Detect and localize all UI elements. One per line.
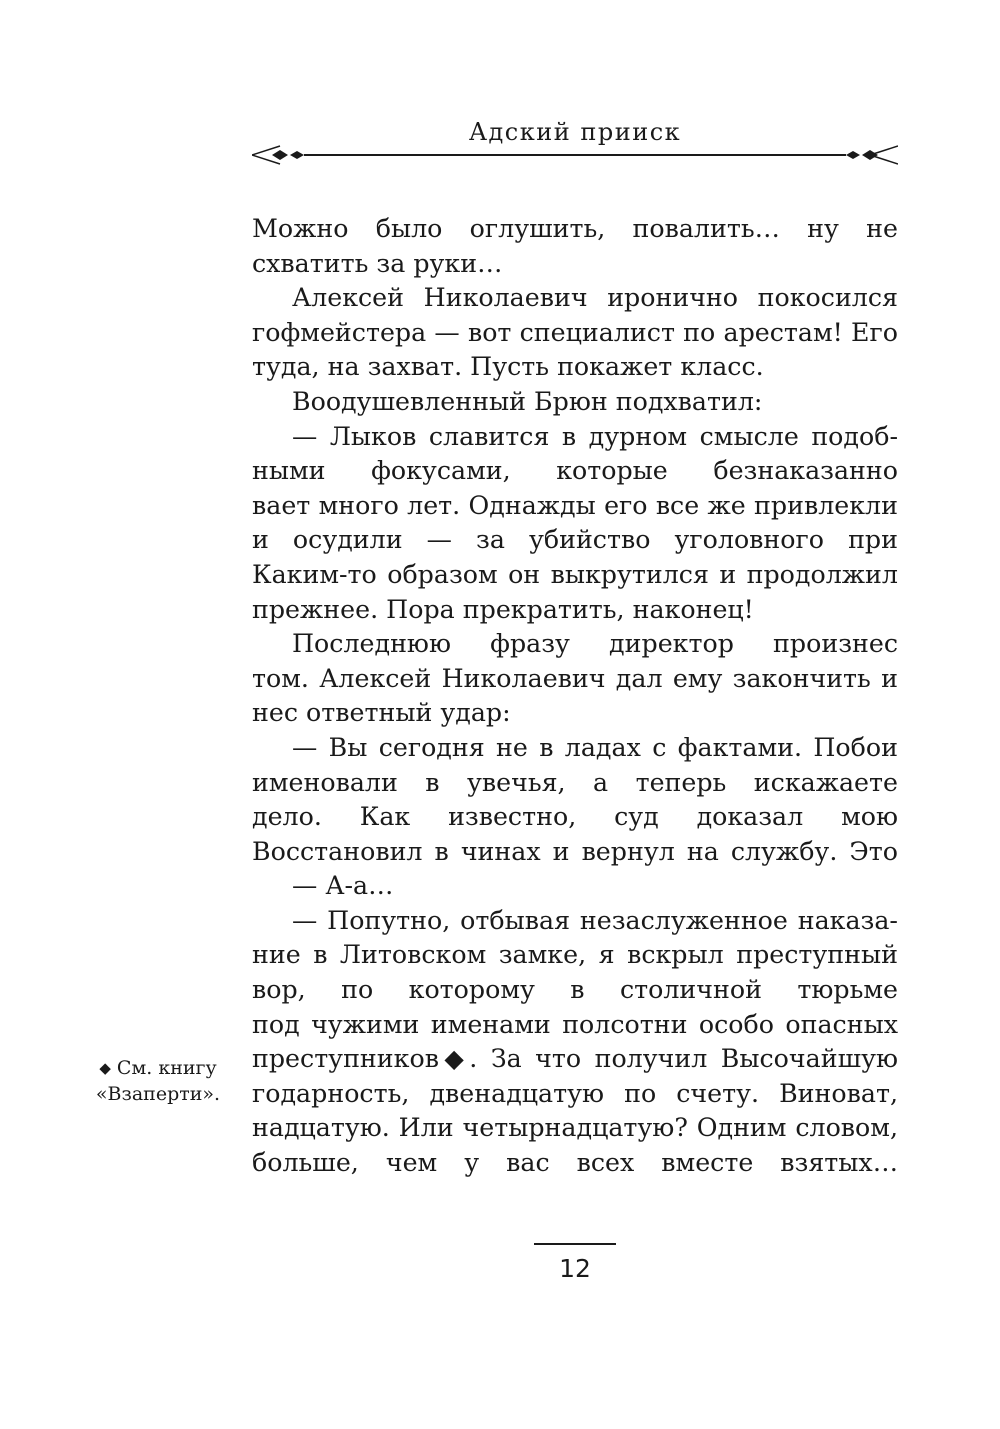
footnote-line-1 <box>78 1055 238 1081</box>
page-number: 12 <box>559 1254 591 1283</box>
text-line: ными фокусами, которые безнаказанно <box>252 456 898 486</box>
text-line-with-footnote-marker: преступников◆. За что получил Высочайшую <box>252 1044 898 1074</box>
text-line: схватить за руки… <box>252 248 503 278</box>
text-line: и осудили — за убийство уголовного при <box>252 525 898 555</box>
running-head-title: Адский прииск <box>468 118 682 146</box>
text-line: прежнее. Пора прекратить, наконец! <box>252 594 754 624</box>
footnote-text-2: «Взаперти». <box>95 1083 221 1105</box>
text-line: вает много лет. Однажды его все же привлекли <box>252 490 898 520</box>
text-line: вор, по которому в столичной тюрьме <box>252 975 898 1005</box>
text-line: годарность, двенадцатую по счету. Виноват, <box>252 1078 898 1108</box>
text-line: Каким-то образом он выкрутился и продолжил <box>252 559 898 589</box>
text-line: под чужими именами полсотни особо опасных <box>252 1009 898 1039</box>
text-line: гофмейстера — вот специалист по арестам! Его <box>252 317 898 347</box>
text-line: надцатую. Или четырнадцатую? Одним словом, <box>252 1113 898 1143</box>
text-line: нес ответный удар: <box>252 698 511 728</box>
text-line: Можно было оглушить, повалить… ну не <box>252 214 898 243</box>
text-line: именовали в увечья, а теперь искажаете <box>252 767 898 797</box>
text-line: том. Алексей Николаевич дал ему закончить и <box>252 663 898 693</box>
text-line: Последнюю фразу директор произнес <box>292 629 898 659</box>
text-line: дело. Как известно, суд доказал мою <box>252 802 898 832</box>
footnote-text-1: См. книгу <box>116 1057 217 1079</box>
text-line: — Вы сегодня не в ладах с фактами. Побои <box>292 732 898 762</box>
side-footnote <box>78 1055 238 1107</box>
text-line: Восстановил в чинах и вернул на службу. Это <box>252 836 898 866</box>
footnote-diamond-marker: ◆ <box>99 1059 111 1077</box>
header-ornament-rule <box>252 142 898 166</box>
text-line: Алексей Николаевич иронично покосился <box>292 283 898 313</box>
text-line: Воодушевленный Брюн подхватил: <box>292 386 763 416</box>
page-number-rule <box>534 1243 616 1245</box>
text-line: — Лыков славится в дурном смысле подоб- <box>292 421 898 451</box>
text-line: больше, чем у вас всех вместе взятых… <box>252 1148 898 1178</box>
text-line: — А-а… <box>292 871 394 901</box>
body-text <box>252 212 898 1181</box>
text-line: — Попутно, отбывая незаслуженное наказа- <box>292 905 898 935</box>
text-line: ние в Литовском замке, я вскрыл преступный <box>252 940 898 970</box>
text-line: туда, на захват. Пусть покажет класс. <box>252 352 764 382</box>
